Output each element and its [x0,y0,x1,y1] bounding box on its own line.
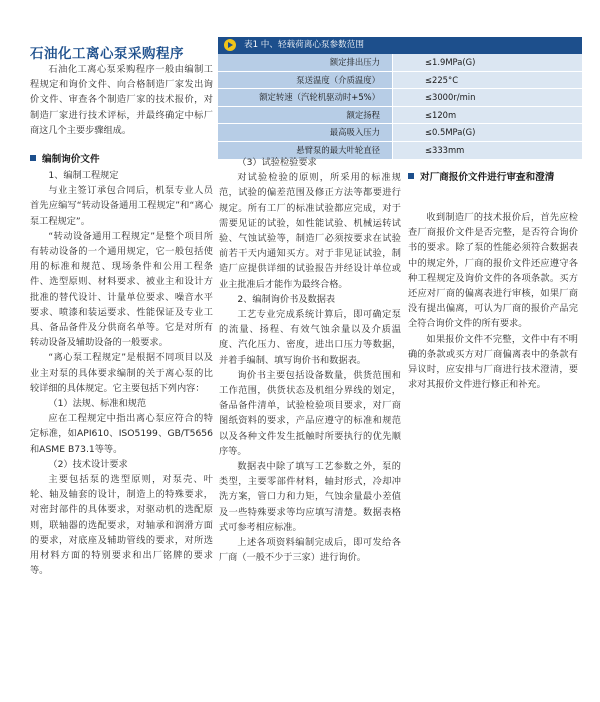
paragraph: “转动设备通用工程规定”是整个项目所有转动设备的一个通用规定，它一般包括使用的标准和规范、现场条件和公用工程条件、选型原则、材料要求、被业主和设计方批准的替代设计、计量单位要求、噪音水平要求、喷漆和装运要求、性能保证及专业工具、备品备件及分供商名单等。它是对所有转动设备及辅助设备的一般要求。 [30,230,213,349]
table-cell-param: 最高吸入压力 [218,124,393,141]
play-arrow-icon [224,39,236,51]
paragraph: 应在工程规定中指出离心泵应符合的特定标准，如API610、ISO5199、GB/T5656和ASME B73.1等等。 [30,413,213,455]
square-bullet-icon [408,173,414,179]
table-cell-value: ≤3000r/min [393,89,582,106]
table-row [218,107,582,125]
table-cell-param: 额定扬程 [218,107,393,124]
col1-para-intro [30,62,213,138]
table-cell-value: ≤0.5MPa(G) [393,124,582,141]
table-cell-param: 悬臂泵的最大叶轮直径 [218,142,393,159]
section-heading-inquiry [30,152,213,167]
paragraph: 主要包括泵的选型原则，对泵壳、叶轮、轴及轴套的设计，制造上的特殊要求，对密封部件的具体要求，对驱动机的选配原则，联轴器的选配要求，对轴承和润滑方面的要求，对底座及辅助管线的要求，对所选用材料方面的特别要求和出厂铭牌的要求等。 [30,474,213,577]
paragraph: 与业主签订承包合同后，机泵专业人员首先应编写“转动设备通用工程规定”和“离心泵工程规定”。 [30,185,213,227]
table-caption: 表1 中、轻载荷离心泵参数范围 [244,40,364,50]
paragraph: 对试验检验的原则，所采用的标准规范，试验的偏差范围及修正方法等都要进行规定。所有工厂的标准试验都应完成，对于需要见证的试验，如性能试验、机械运转试验、气蚀试验等，制造厂必须按要求在试验前若干天内通知买方。对于非见证试验，制造厂应提供详细的试验报告并经设计单位或业主批准后才能作为最终合格。 [219,172,401,290]
subheading: （1）法规、标准和规范 [48,398,147,410]
table-row [218,54,582,72]
paragraph: 工艺专业完成系统计算后，即可确定泵的流量、扬程、有效气蚀余量以及介质温度、汽化压力、密度，进出口压力等数据，并着手编制、填写询价书和数据表。 [219,309,401,366]
table-cell-value: ≤225°C [393,72,582,89]
paragraph: 数据表中除了填写工艺参数之外，泵的类型，主要零部件材料，轴封形式，冷却冲洗方案，管口力和力矩，气蚀余量最小差值及一些特殊要求等均应填写清楚。数据表格式可参考相应标准。 [219,461,401,533]
col3-body [408,210,578,392]
col1-body [30,168,213,578]
parameter-table [218,37,582,160]
paragraph: 询价书主要包括设备数量，供货范围和工作范围，供货状态及机组分界线的划定，备品备件清单，试验检验项目要求，对厂商图纸资料的要求，产品应遵守的标准和规范以及各种文件发生抵触时所要执行的优先顺序等。 [219,369,401,457]
table-cell-param: 泵送温度（介质温度） [218,72,393,89]
table-cell-value: ≤1.9MPa(G) [393,54,582,71]
section-heading-review [408,170,578,185]
table-row [218,89,582,107]
paragraph: 上述各项资料编制完成后，即可发给各厂商（一般不少于三家）进行询价。 [219,537,401,564]
table-row [218,72,582,90]
table-cell-param: 额定转速（汽轮机驱动时+5%） [218,89,393,106]
paragraph: “离心泵工程规定”是根据不同项目以及业主对泵的具体要求编制的关于离心泵的比较详细的具体规定。它主要包括下列内容： [30,352,213,394]
col2-body [219,155,401,565]
article-title: 石油化工离心泵采购程序 [30,46,184,62]
subheading: 2、编制询价书及数据表 [237,293,336,305]
subheading: （3）试验检验要求 [237,157,317,168]
section-heading-text: 编制询价文件 [42,154,100,165]
subheading: （2）技术设计要求 [48,458,128,470]
table-row [218,124,582,142]
section-heading-text: 对厂商报价文件进行审查和澄清 [420,172,555,183]
paragraph: 收到制造厂的技术报价后，首先应检查厂商报价文件是否完整，是否符合询价书的要求。除了泵的性能必须符合数据表中的规定外，厂商的报价文件还应遵守各种工程规定及询价文件的各项条款。买方还应对厂商的偏离表进行审核，如果厂商没有提出偏离，可认为厂商的报价产品完全符合询价文件的所有要求。 [408,212,578,330]
subheading: 1、编制工程规定 [48,170,119,181]
table-cell-param: 额定排出压力 [218,54,393,71]
paragraph: 如果报价文件不完整，文件中有不明确的条款或买方对厂商偏离表中的条款有异议时，应安排与厂商进行技术澄清，要求对其报价文件进行修正和补充。 [408,333,578,391]
square-bullet-icon [30,155,36,161]
table-cell-value: ≤333mm [393,142,582,159]
paragraph: 石油化工离心泵采购程序一般由编制工程规定和询价文件、向合格制造厂家发出询价文件、审查各个制造厂家的技术报价，对制造厂家进行技术评标，并最终确定中标厂商这几个主要步骤组成。 [30,64,213,136]
table-cell-value: ≤120m [393,107,582,124]
table-caption-bar [218,37,582,54]
